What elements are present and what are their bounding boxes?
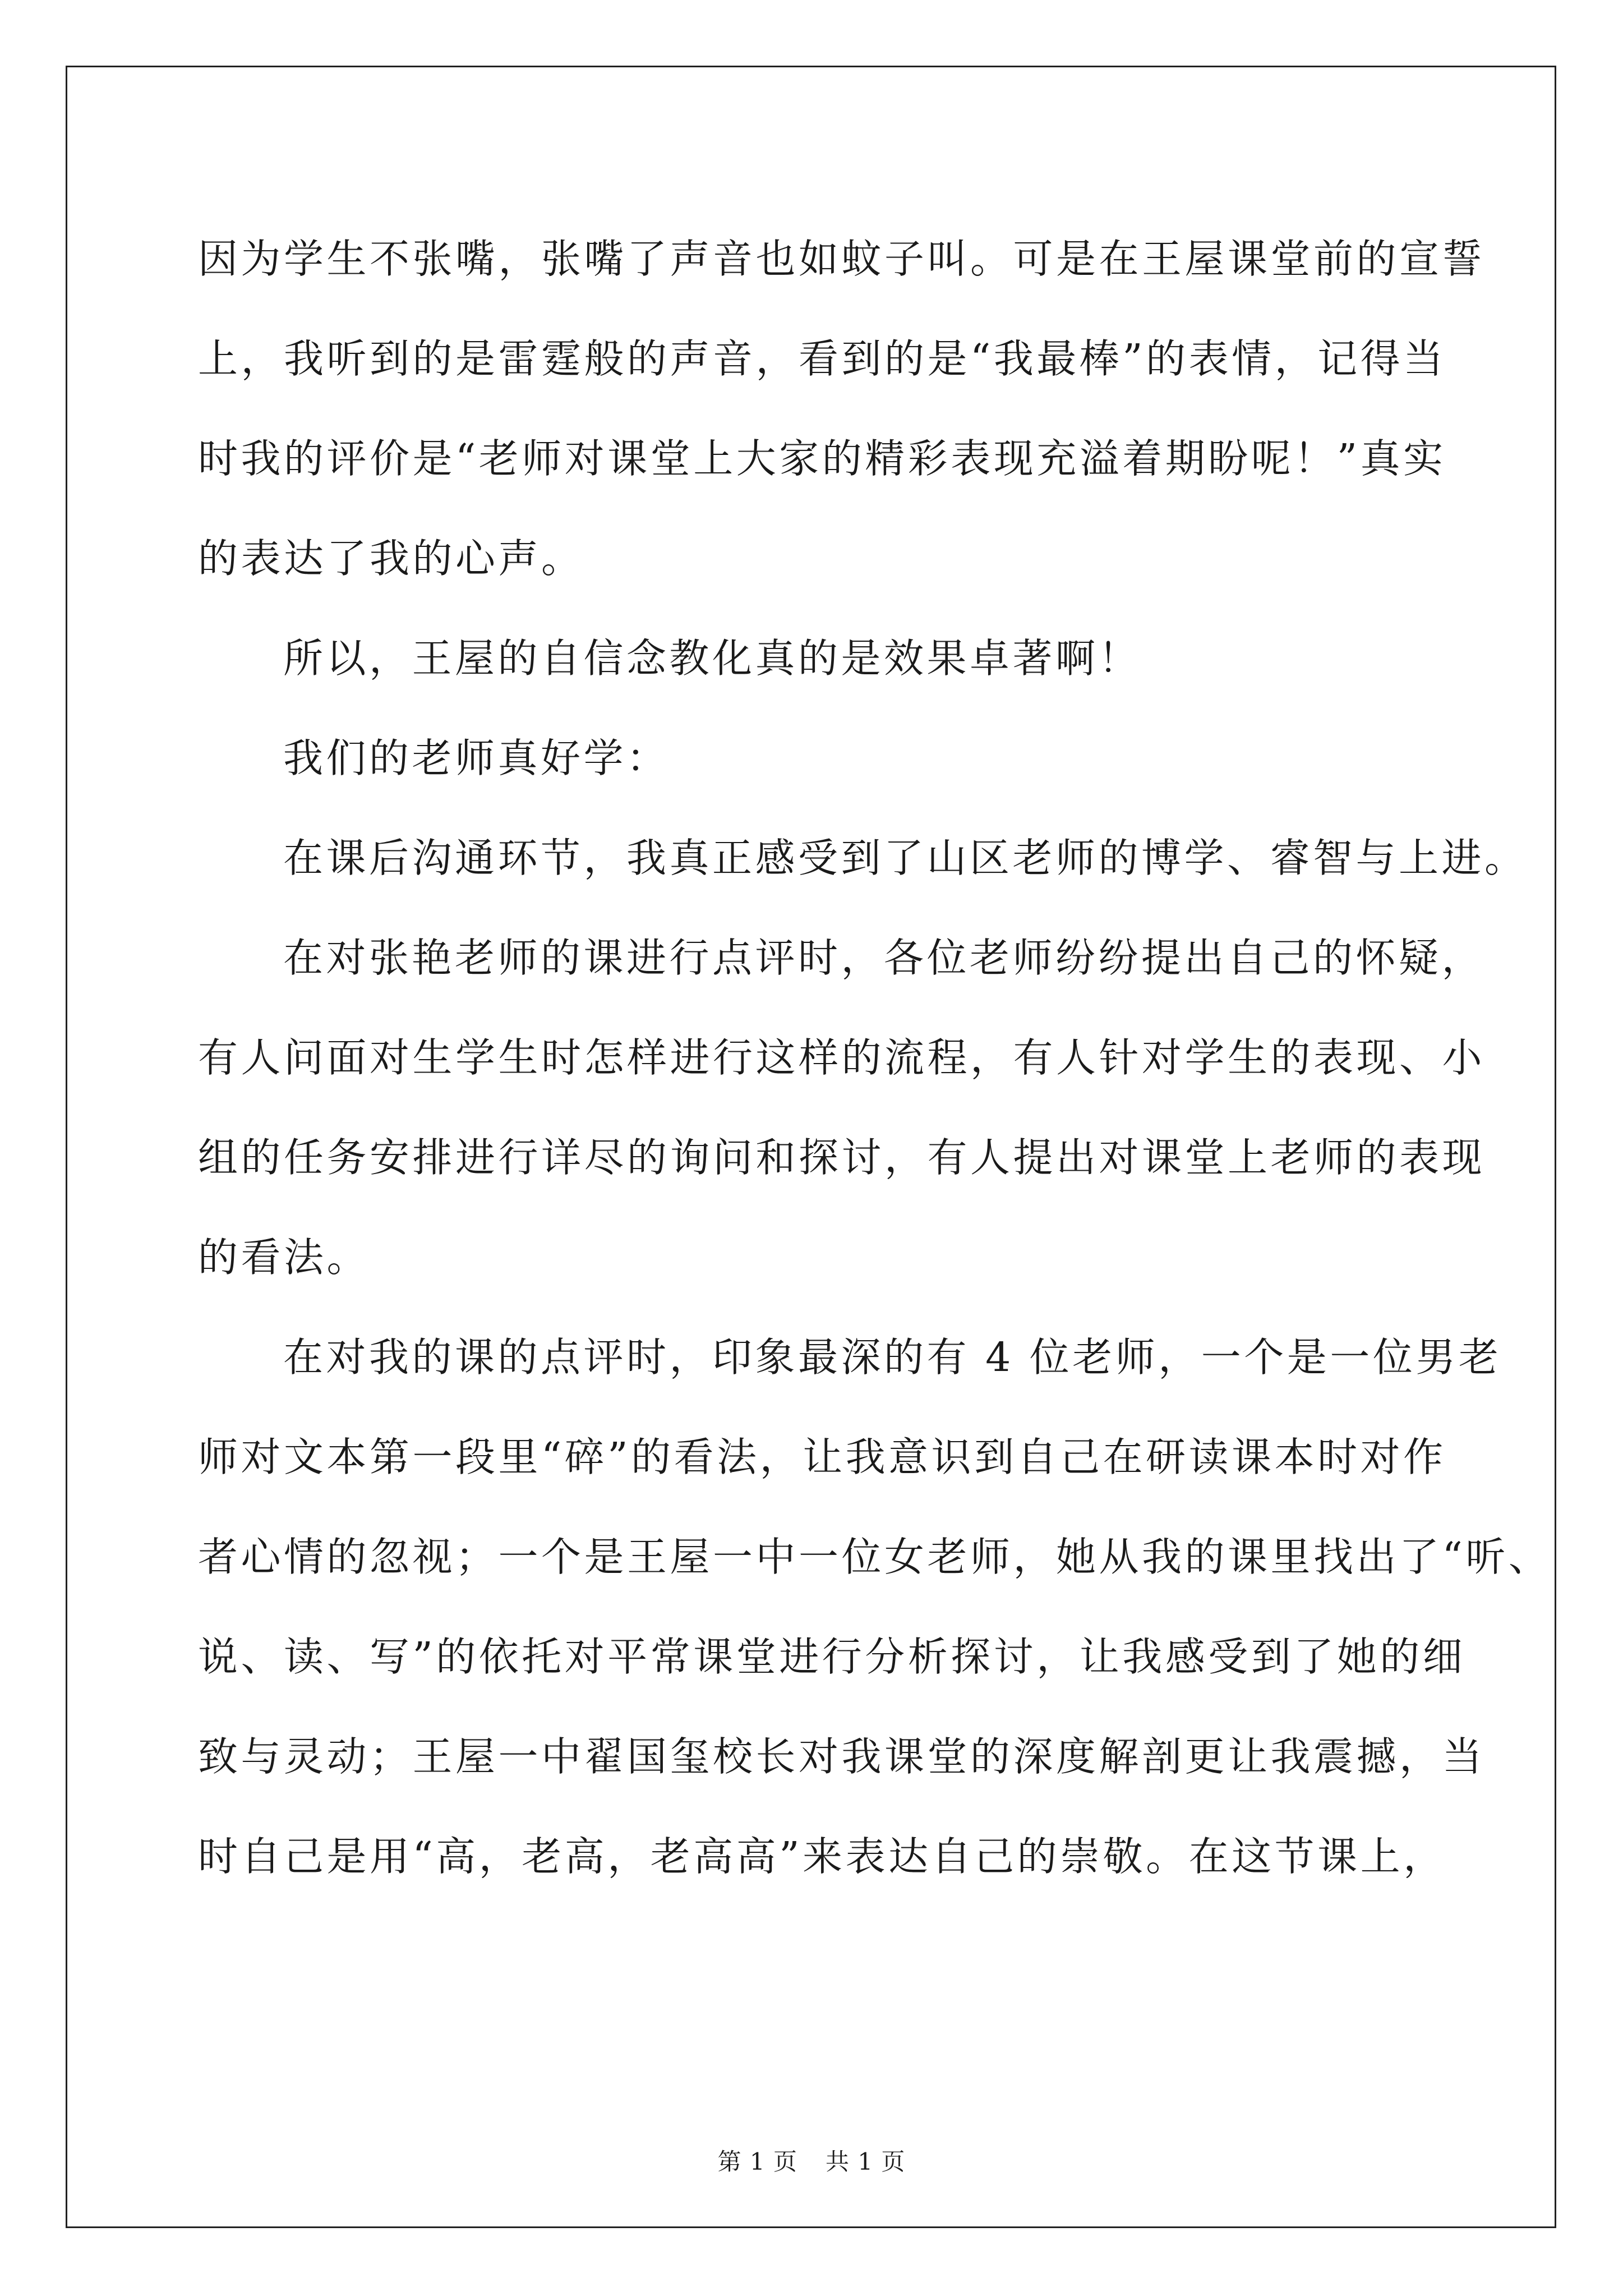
paragraph-5: [198, 908, 1486, 1308]
text-line: 我们的老师真好学：: [283, 735, 670, 781]
paragraph-6: [198, 1308, 1552, 1907]
text-line: 在课后沟通环节，我真正感受到了山区老师的博学、睿智与上进。: [283, 835, 1528, 881]
text-line: 时自己是用“高，老高，老高高”来表达自己的崇敬。在这节课上，: [198, 1833, 1446, 1880]
text-line: 者心情的忽视；一个是王屋一中一位女老师，她从我的课里找出了“听、: [198, 1534, 1552, 1580]
paragraph-1: [198, 209, 1486, 609]
text-line: 在对张艳老师的课进行点评时，各位老师纷纷提出自己的怀疑，: [283, 935, 1485, 981]
page-footer: [0, 2145, 1623, 2179]
text-line: 时我的评价是“老师对课堂上大家的精彩表现充溢着期盼呢！”真实: [198, 435, 1446, 482]
text-line: 说、读、写”的依托对平常课堂进行分析探讨，让我感受到了她的细: [198, 1634, 1466, 1680]
text-line: 因为学生不张嘴，张嘴了声音也如蚊子叫。可是在王屋课堂前的宣誓: [198, 236, 1486, 282]
text-line: 的看法。: [198, 1234, 370, 1281]
text-line: 在对我的课的点评时，印象最深的有 4 位老师，一个是一位男老: [283, 1334, 1502, 1381]
paragraph-2: [198, 609, 1432, 708]
document-body: [198, 209, 1552, 1907]
text-line: 有人问面对生学生时怎样进行这样的流程，有人针对学生的表现、小: [198, 1034, 1486, 1081]
text-line: 所以，王屋的自信念教化真的是效果卓著啊！: [283, 635, 1142, 682]
paragraph-4: [198, 808, 1528, 908]
text-line: 致与灵动；王屋一中翟国玺校长对我课堂的深度解剖更让我震撼，当: [198, 1733, 1486, 1780]
text-line: 上，我听到的是雷霆般的声音，看到的是“我最棒”的表情，记得当: [198, 335, 1446, 382]
text-line: 组的任务安排进行详尽的询问和探讨，有人提出对课堂上老师的表现: [198, 1134, 1486, 1181]
text-line: 的表达了我的心声。: [198, 535, 584, 582]
text-line: 师对文本第一段里“碎”的看法，让我意识到自己在研读课本时对作: [198, 1434, 1446, 1480]
page-number: 第 1 页: [717, 2148, 797, 2175]
page-total: 共 1 页: [826, 2148, 906, 2175]
paragraph-3: [198, 708, 1432, 808]
